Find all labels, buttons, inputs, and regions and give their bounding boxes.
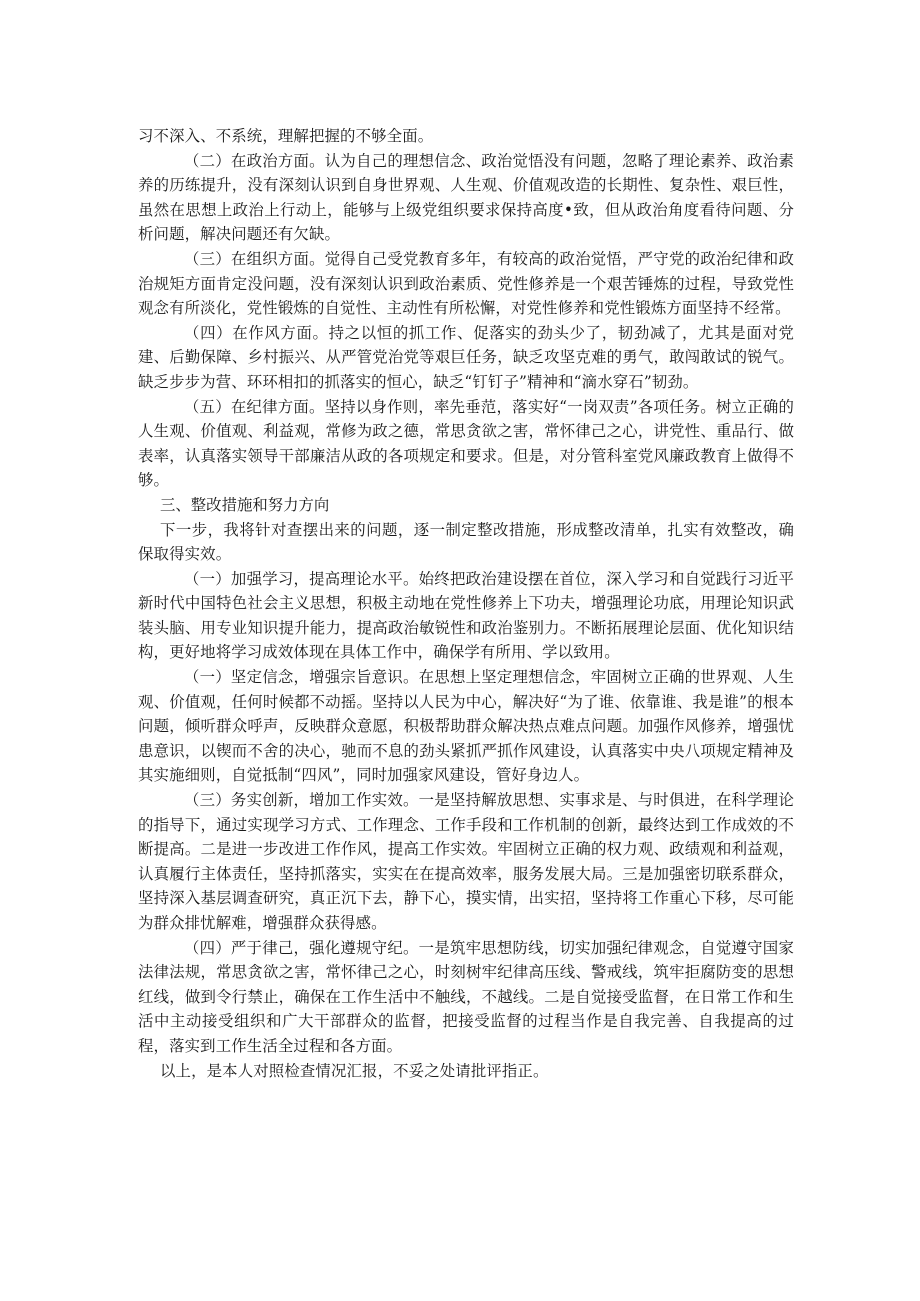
section-heading-rectification: 三、整改措施和努力方向	[160, 495, 330, 514]
paragraph-closing: 以上，是本人对照检查情况汇报，不妥之处请批评指正。	[160, 1061, 549, 1080]
paragraph-self-discipline: （四）严于律己，强化遵规守纪。一是筑牢思想防线，切实加强纪律观念，自觉遵守国家法律法规，常思贪欲之害，常怀律己之心，时刻树牢纪律高压线、警戒线，筑牢拒腐防变的思想红线，做到令行禁止，确保在工作生活中不触线，不越线。二是自觉接受监督，在日常工作和生活中主动接受组织和广大干部群众的监督，把接受监督的过程当作是自我完善、自我提高的过程，落实到工作生活全过程和各方面。	[138, 938, 794, 1055]
paragraph-strengthen-study: （一）加强学习，提高理论水平。始终把政治建设摆在首位，深入学习和自觉践行习近平新时代中国特色社会主义思想，积极主动地在党性修养上下功夫，增强理论功底，用理论知识武装头脑、用专业知识提升能力，提高政治敏锐性和政治鉴别力。不断拓展理论层面、优化知识结构，更好地将学习成效体现在具体工作中，确保学有所用、学以致用。	[138, 569, 794, 662]
paragraph-next-step: 下一步，我将针对查摆出来的问题，逐一制定整改措施，形成整改清单，扎实有效整改，确保取得实效。	[138, 520, 794, 564]
paragraph-work-style: （四）在作风方面。持之以恒的抓工作、促落实的劲头少了，韧劲减了，尤其是面对党建、后勤保障、乡村振兴、从严管党治党等艰巨任务，缺乏攻坚克难的勇气，敢闯敢试的锐气。缺乏步步为营、环环相扣的抓落实的恒心，缺乏“钉钉子”精神和“滴水穿石”韧劲。	[138, 323, 794, 391]
paragraph-continuation: 习不深入、不系统，理解把握的不够全面。	[138, 127, 434, 145]
paragraph-innovation: （三）务实创新，增加工作实效。一是坚持解放思想、实事求是、与时俱进，在科学理论的指导下，通过实现学习方式、工作理念、工作手段和工作机制的创新，最终达到工作成效的不断提高。二是进一步改进工作作风，提高工作实效。牢固树立正确的权力观、政绩观和利益观，认真履行主体责任，坚持抓落实，实实在在提高效率，服务发展大局。三是加强密切联系群众，坚持深入基层调查研究，真正沉下去，静下心，摸实情，出实招，坚持将工作重心下移，尽可能为群众排忧解难，增强群众获得感。	[138, 791, 794, 932]
document-page	[138, 124, 794, 1083]
paragraph-discipline: （五）在纪律方面。坚持以身作则，率先垂范，落实好“一岗双责”各项任务。树立正确的人生观、价值观、利益观，常修为政之德，常思贪欲之害，常怀律己之心，讲党性、重品行、做表率，认真落实领导干部廉洁从政的各项规定和要求。但是，对分管科室党风廉政教育上做得不够。	[138, 397, 794, 490]
paragraph-firm-belief: （一）坚定信念，增强宗旨意识。在思想上坚定理想信念，牢固树立正确的世界观、人生观、价值观，任何时候都不动摇。坚持以人民为中心，解决好“为了谁、依靠谁、我是谁”的根本问题，倾听群众呼声，反映群众意愿，积极帮助群众解决热点难点问题。加强作风修养，增强忧患意识，以锲而不舍的决心，驰而不息的劲头紧抓严抓作风建设，认真落实中央八项规定精神及其实施细则，自觉抵制“四风”，同时加强家风建设，管好身边人。	[138, 668, 794, 785]
paragraph-political: （二）在政治方面。认为自己的理想信念、政治觉悟没有问题，忽略了理论素养、政治素养的历练提升，没有深刻认识到自身世界观、人生观、价值观改造的长期性、复杂性、艰巨性，虽然在思想上政治上行动上，能够与上级党组织要求保持高度•致，但从政治角度看待问题、分析问题，解决问题还有欠缺。	[138, 151, 794, 244]
paragraph-organization: （三）在组织方面。觉得自己受党教育多年，有较高的政治觉悟，严守党的政治纪律和政治规矩方面肯定没问题，没有深刻认识到政治素质、党性修养是一个艰苦锤炼的过程，导致党性观念有所淡化，党性锻炼的自觉性、主动性有所松懈，对党性修养和党性锻炼方面坚持不经常。	[138, 249, 794, 318]
